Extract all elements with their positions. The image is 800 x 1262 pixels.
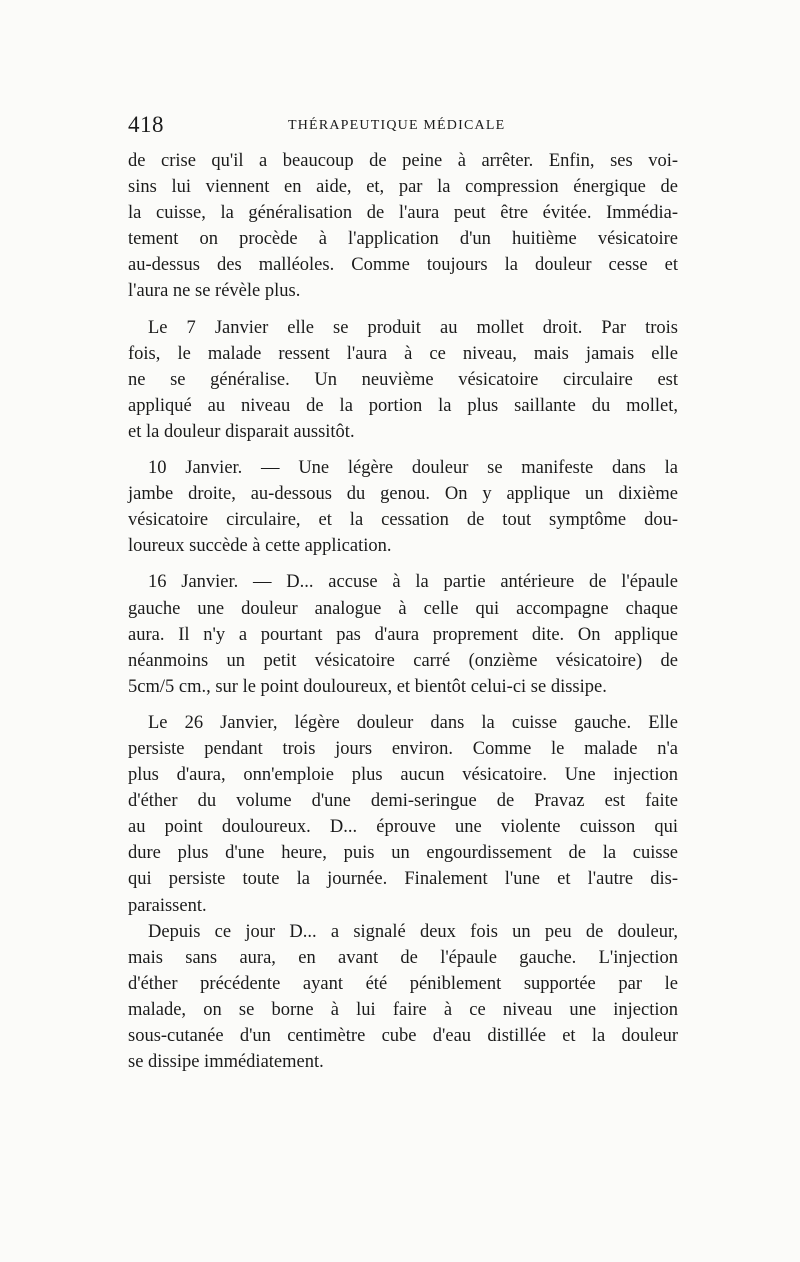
page-header	[128, 112, 678, 146]
text-line: tement on procède à l'application d'un huitième vésicatoire	[128, 229, 678, 250]
text-line: mais sans aura, en avant de l'épaule gauche. L'injection	[128, 947, 678, 968]
text-line: ne se généralise. Un neuvième vésicatoire circulaire est	[128, 369, 678, 390]
paragraph	[128, 315, 678, 445]
text-line: et la douleur disparait aussitôt.	[128, 421, 355, 442]
text-line: malade, on se borne à lui faire à ce niveau une injection	[128, 999, 678, 1020]
text-line: Le 7 Janvier elle se produit au mollet droit. Par trois	[148, 317, 678, 338]
text-line: sins lui viennent en aide, et, par la compression énergique de	[128, 177, 678, 198]
text-line: jambe droite, au-dessous du genou. On y applique un dixième	[128, 484, 678, 505]
text-line: sous-cutanée d'un centimètre cube d'eau distillée et la douleur	[128, 1026, 678, 1046]
text-line: l'aura ne se révèle plus.	[128, 281, 301, 302]
text-line: plus d'aura, onn'emploie plus aucun vésicatoire. Une injection	[128, 765, 678, 786]
text-line: qui persiste toute la journée. Finalement l'une et l'autre dis-	[128, 869, 678, 890]
paragraph	[128, 569, 678, 699]
text-line: 5cm/5 cm., sur le point douloureux, et bientôt celui-ci se dissipe.	[128, 676, 607, 697]
text-line: d'éther précédente ayant été péniblement supportée par le	[128, 973, 678, 994]
text-line: dure plus d'une heure, puis un engourdissement de la cuisse	[128, 843, 678, 864]
text-line: aura. Il n'y a pourtant pas d'aura proprement dite. On applique	[128, 624, 678, 645]
text-line: gauche une douleur analogue à celle qui accompagne chaque	[128, 598, 678, 619]
text-line: se dissipe immédiatement.	[128, 1052, 324, 1073]
running-title: THÉRAPEUTIQUE MÉDICALE	[288, 118, 506, 133]
paragraph	[128, 148, 678, 305]
text-line: au-dessus des malléoles. Comme toujours la douleur cesse et	[128, 255, 678, 276]
text-line: de crise qu'il a beaucoup de peine à arrêter. Enfin, ses voi-	[128, 151, 678, 171]
text-line: loureux succède à cette application.	[128, 536, 392, 557]
text-line: d'éther du volume d'une demi-seringue de Pravaz est faite	[128, 791, 678, 812]
text-line: appliqué au niveau de la portion la plus saillante du mollet,	[128, 395, 678, 416]
text-line: la cuisse, la généralisation de l'aura peut être évitée. Immédia-	[128, 203, 678, 224]
paragraph	[128, 455, 678, 559]
text-line: au point douloureux. D... éprouve une violente cuisson qui	[128, 817, 678, 838]
text-line: paraissent.	[128, 895, 207, 916]
text-line: fois, le malade ressent l'aura à ce niveau, mais jamais elle	[128, 343, 678, 364]
text-line: Depuis ce jour D... a signalé deux fois un peu de douleur,	[148, 921, 678, 942]
text-line: néanmoins un petit vésicatoire carré (onzième vésicatoire) de	[128, 650, 678, 671]
text-line: Le 26 Janvier, légère douleur dans la cuisse gauche. Elle	[148, 712, 678, 733]
page-number: 418	[128, 112, 164, 137]
text-line: persiste pendant trois jours environ. Comme le malade n'a	[128, 738, 678, 759]
text-line: 16 Janvier. — D... accuse à la partie antérieure de l'épaule	[148, 572, 678, 593]
paragraph	[128, 710, 678, 919]
paragraph	[128, 919, 678, 1076]
text-line: vésicatoire circulaire, et la cessation de tout symptôme dou-	[128, 510, 678, 531]
body-text	[128, 148, 678, 1075]
text-line: 10 Janvier. — Une légère douleur se manifeste dans la	[148, 458, 678, 479]
